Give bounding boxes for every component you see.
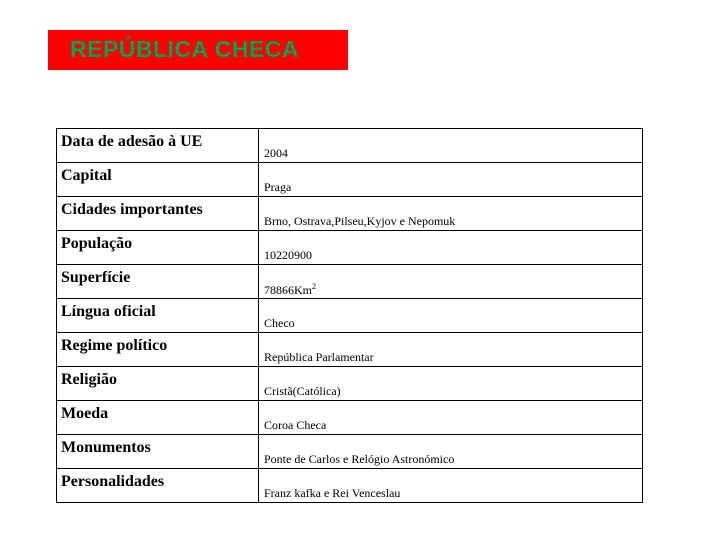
row-label: Cidades importantes xyxy=(57,197,259,230)
title-banner xyxy=(48,30,348,70)
table-row xyxy=(57,129,642,163)
row-label: Personalidades xyxy=(57,469,259,503)
row-label: Capital xyxy=(57,163,259,196)
table-row xyxy=(57,231,642,265)
row-value: Brno, Ostrava,Pilseu,Kyjov e Nepomuk xyxy=(264,214,456,228)
row-value: Franz kafka e Rei Venceslau xyxy=(264,486,401,500)
superscript: 2 xyxy=(312,282,316,291)
row-label: Moeda xyxy=(57,401,259,434)
row-value: Praga xyxy=(264,180,292,194)
table-row xyxy=(57,469,642,503)
row-label: Monumentos xyxy=(57,435,259,468)
row-value: Coroa Checa xyxy=(264,418,327,432)
row-value-text: 78866Km xyxy=(264,283,312,297)
page-title: REPÚBLICA CHECA xyxy=(70,36,299,62)
table-row xyxy=(57,299,642,333)
row-label: Data de adesão à UE xyxy=(57,129,259,162)
table-row xyxy=(57,265,642,299)
row-label: Religião xyxy=(57,367,259,400)
row-label: Regime político xyxy=(57,333,259,366)
row-value xyxy=(264,282,316,298)
row-value: Checo xyxy=(264,316,295,330)
row-value: República Parlamentar xyxy=(264,350,374,364)
country-info-table xyxy=(56,128,643,503)
table-row xyxy=(57,435,642,469)
row-label: Língua oficial xyxy=(57,299,259,332)
table-row xyxy=(57,367,642,401)
table-row xyxy=(57,401,642,435)
table-row xyxy=(57,197,642,231)
row-value: Cristã(Católica) xyxy=(264,384,341,398)
table-row xyxy=(57,333,642,367)
row-value: 10220900 xyxy=(264,248,312,262)
row-value: 2004 xyxy=(264,146,288,160)
table-row xyxy=(57,163,642,197)
row-label: População xyxy=(57,231,259,264)
row-label: Superfície xyxy=(57,265,259,298)
row-value: Ponte de Carlos e Relógio Astronómico xyxy=(264,452,455,466)
